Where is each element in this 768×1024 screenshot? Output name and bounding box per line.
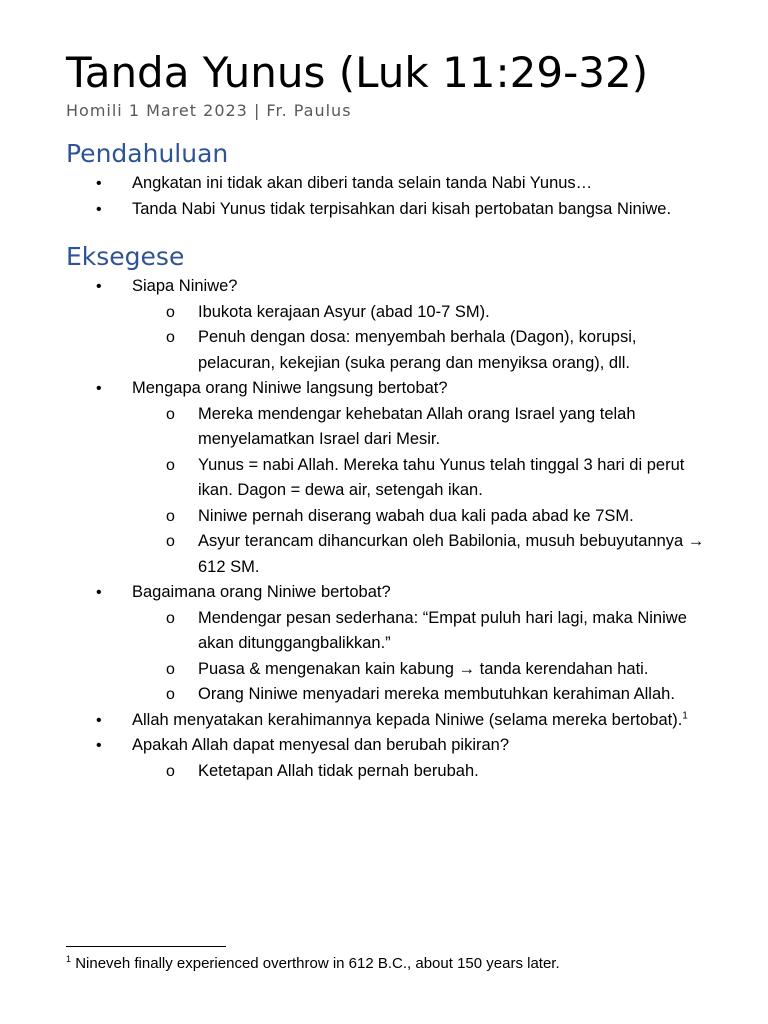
- sub-list-item: [66, 529, 706, 580]
- list-item: [66, 274, 706, 376]
- bullet-icon: •: [96, 737, 102, 754]
- sub-list-item-text: Yunus = nabi Allah. Mereka tahu Yunus telah tinggal 3 hari di perut ikan. Dagon = dewa air, setengah ikan.: [198, 455, 685, 499]
- list-item-text: Mengapa orang Niniwe langsung bertobat?: [132, 379, 448, 397]
- bullet-icon: •: [96, 200, 102, 218]
- bullet-icon: •: [96, 584, 102, 601]
- sub-list-item-text: Penuh dengan dosa: menyembah berhala (Dagon), korupsi, pelacuran, kekejian (suka perang dan menyiksa orang), dll.: [198, 328, 637, 372]
- list-item: [66, 197, 706, 223]
- sub-bullet-icon: o: [166, 329, 175, 346]
- sub-list-item-text: Asyur terancam dihancurkan oleh Babilonia, musuh bebuyutannya → 612 SM.: [198, 532, 705, 576]
- sub-list-item: [66, 759, 706, 785]
- sub-list-item-text: Mendengar pesan sederhana: “Empat puluh hari lagi, maka Niniwe akan ditunggangbalikkan.”: [198, 608, 687, 652]
- bullet-icon: •: [96, 175, 102, 192]
- list-item-text: Apakah Allah dapat menyesal dan berubah pikiran?: [132, 736, 510, 754]
- heading-pendahuluan: Pendahuluan: [66, 139, 229, 168]
- list-item: [66, 171, 706, 197]
- list-item-text: Siapa Niniwe?: [132, 277, 238, 295]
- sub-bullet-icon: o: [166, 686, 175, 703]
- sub-list-item-text: Orang Niniwe menyadari mereka membutuhkan kerahiman Allah.: [198, 685, 675, 703]
- sub-list-item-text: Mereka mendengar kehebatan Allah orang Israel yang telah menyelamatkan Israel dari Mesir.: [198, 404, 636, 448]
- sub-list: [132, 300, 706, 377]
- sub-list-item-text: Puasa & mengenakan kain kabung → tanda kerendahan hati.: [198, 659, 649, 678]
- list-item: [66, 733, 706, 784]
- document-title: Tanda Yunus (Luk 11:29-32): [66, 48, 649, 97]
- sub-list-item: [66, 682, 706, 708]
- list-item-text: Angkatan ini tidak akan diberi tanda selain tanda Nabi Yunus…: [132, 174, 593, 192]
- sub-list-item: [66, 504, 706, 530]
- bullet-icon: •: [96, 711, 102, 729]
- pendahuluan-list: [66, 171, 706, 222]
- list-item: [66, 708, 706, 734]
- list-item-text: Bagaimana orang Niniwe bertobat?: [132, 583, 391, 601]
- bullet-icon: •: [96, 380, 102, 397]
- sub-list-item-text: Ibukota kerajaan Asyur (abad 10-7 SM).: [198, 302, 490, 321]
- sub-list-item: [66, 657, 706, 683]
- sub-list: [132, 402, 706, 581]
- footnote-text: Nineveh finally experienced overthrow in 612 B.C., about 150 years later.: [75, 955, 560, 972]
- list-item: [66, 376, 706, 580]
- sub-list-item: [66, 453, 706, 504]
- sub-bullet-icon: o: [166, 660, 175, 678]
- footnote-separator: [66, 946, 226, 947]
- sub-list: [132, 759, 706, 785]
- list-item-text-content: Allah menyatakan kerahimannya kepada Niniwe (selama mereka bertobat).: [132, 710, 683, 729]
- list-item: [66, 580, 706, 708]
- sub-bullet-icon: o: [166, 303, 175, 321]
- sub-list-item: [66, 300, 706, 326]
- footnote-reference[interactable]: 1: [682, 710, 688, 721]
- sub-bullet-icon: o: [166, 762, 175, 780]
- document-subtitle: Homili 1 Maret 2023 | Fr. Paulus: [66, 101, 352, 120]
- sub-list-item: [66, 606, 706, 657]
- sub-list-item: [66, 402, 706, 453]
- sub-list-item: [66, 325, 706, 376]
- document-page: [66, 48, 706, 784]
- sub-list-item-text: Niniwe pernah diserang wabah dua kali pada abad ke 7SM.: [198, 506, 634, 525]
- footnote-marker: 1: [66, 954, 72, 964]
- eksegese-list: [66, 274, 706, 784]
- list-item-text: Tanda Nabi Yunus tidak terpisahkan dari kisah pertobatan bangsa Niniwe.: [132, 199, 672, 218]
- sub-list: [132, 606, 706, 708]
- sub-bullet-icon: o: [166, 456, 175, 474]
- footnote: [66, 954, 560, 974]
- sub-bullet-icon: o: [166, 507, 175, 525]
- heading-eksegese: Eksegese: [66, 242, 185, 271]
- sub-list-item-text: Ketetapan Allah tidak pernah berubah.: [198, 761, 479, 780]
- list-item-text: [132, 708, 706, 734]
- sub-bullet-icon: o: [166, 405, 175, 423]
- sub-bullet-icon: o: [166, 609, 175, 627]
- bullet-icon: •: [96, 278, 102, 295]
- sub-bullet-icon: o: [166, 533, 175, 550]
